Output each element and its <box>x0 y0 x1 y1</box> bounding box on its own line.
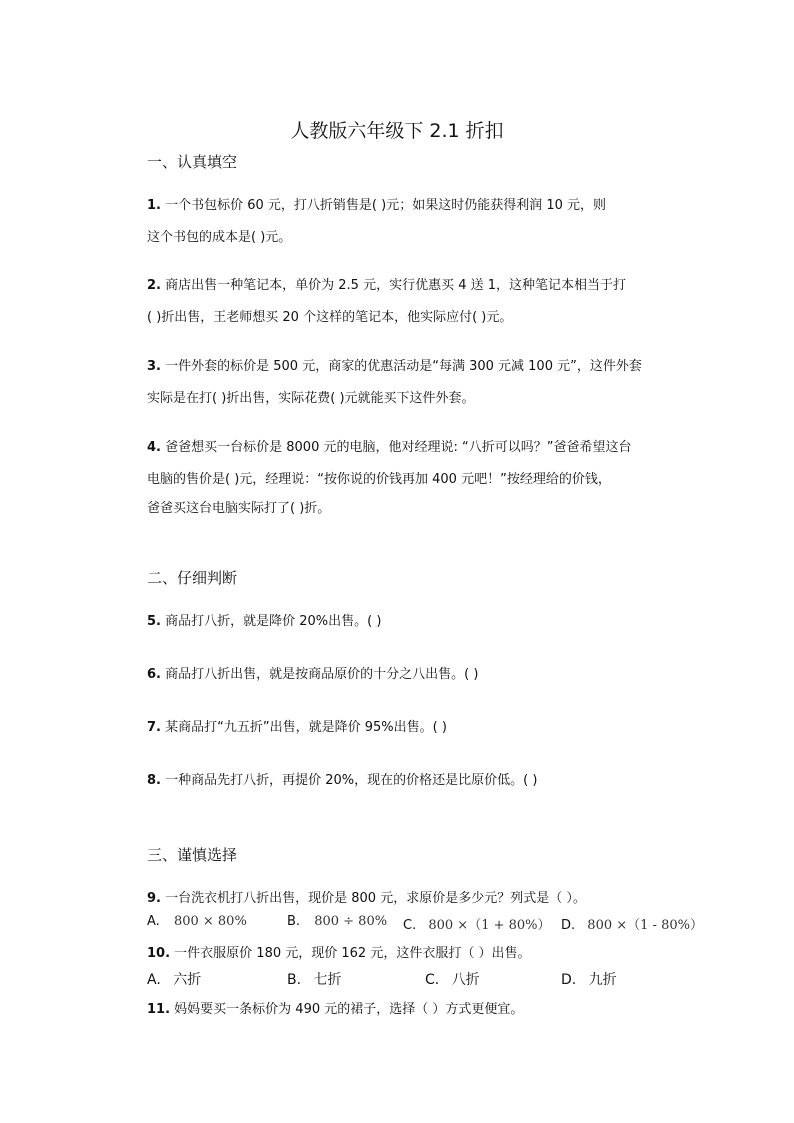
question-10-option-b[interactable] <box>287 969 342 989</box>
option-label: D. <box>561 918 576 933</box>
question-6 <box>147 661 478 689</box>
question-2-line-1 <box>147 272 626 300</box>
option-label: A. <box>147 914 160 929</box>
question-8-text: 一种商品先打八折，再提价 20%，现在的价格还是比原价低。( ) <box>165 773 538 788</box>
option-label: B. <box>287 972 302 988</box>
option-label: A. <box>147 972 161 988</box>
question-11 <box>147 996 523 1024</box>
question-6-text: 商品打八折出售，就是按商品原价的十分之八出售。( ) <box>165 667 479 682</box>
option-text: 七折 <box>313 972 342 988</box>
question-4-line-1 <box>147 434 631 462</box>
question-7 <box>147 714 447 742</box>
question-9 <box>147 885 586 913</box>
question-9-option-a[interactable] <box>147 914 247 929</box>
option-text: 六折 <box>173 972 202 988</box>
option-label: D. <box>561 972 577 988</box>
question-4-line-3: 爸爸买这台电脑实际打了( )折。 <box>147 501 331 516</box>
section-heading-judge: 二、仔细判断 <box>147 569 238 587</box>
section-heading-choice: 三、谨慎选择 <box>147 846 238 864</box>
question-10-options <box>147 969 707 991</box>
question-10-text: 一件衣服原价 180 元，现价 162 元，这件衣服打（ ）出售。 <box>174 946 531 961</box>
question-3-text: 一件外套的标价是 500 元，商家的优惠活动是“每满 300 元减 100 元”，这件外套 <box>165 359 642 374</box>
question-9-number: 9. <box>147 891 161 906</box>
question-5 <box>147 608 381 636</box>
question-10-option-c[interactable] <box>425 969 480 989</box>
question-11-number: 11. <box>147 1002 171 1017</box>
question-7-text: 某商品打“九五折”出售，就是降价 95%出售。( ) <box>165 720 447 735</box>
question-5-number: 5. <box>147 614 161 629</box>
section-heading-fill-blank: 一、认真填空 <box>147 153 238 171</box>
question-10-option-a[interactable] <box>147 969 201 989</box>
question-8 <box>147 767 537 795</box>
page-title: 人教版六年级下 2.1 折扣 <box>290 120 504 142</box>
question-4-line-2: 电脑的售价是( )元，经理说：“按你说的价钱再加 400 元吧！”按经理给的价钱， <box>147 472 611 487</box>
question-7-number: 7. <box>147 720 161 735</box>
question-11-text: 妈妈要买一条标价为 490 元的裙子，选择（ ）方式更便宜。 <box>174 1002 524 1017</box>
option-label: B. <box>287 914 301 929</box>
question-1-text: 一个书包标价 60 元，打八折销售是( )元；如果这时仍能获得利润 10 元，则 <box>165 198 607 213</box>
option-text: 八折 <box>451 972 480 988</box>
option-formula: 800 × 80% <box>173 914 247 929</box>
question-1-line-1 <box>147 192 606 220</box>
option-formula: 800 ÷ 80% <box>314 914 388 929</box>
question-10-number: 10. <box>147 946 171 961</box>
question-9-text: 一台洗衣机打八折出售，现价是 800 元，求原价是多少元？列式是（ ）。 <box>165 891 586 906</box>
option-formula: 800 ×（1 + 80%） <box>428 918 551 933</box>
question-1-number: 1. <box>147 198 161 213</box>
question-2-line-2: ( )折出售，王老师想买 20 个这样的笔记本，他实际应付( )元。 <box>147 310 513 325</box>
option-text: 九折 <box>588 972 617 988</box>
question-10-option-d[interactable] <box>561 969 617 989</box>
question-2-number: 2. <box>147 278 161 293</box>
question-9-option-c[interactable] <box>403 914 551 933</box>
question-10 <box>147 940 530 968</box>
question-3-number: 3. <box>147 359 161 374</box>
option-label: C. <box>425 972 440 988</box>
question-3-line-1 <box>147 353 642 381</box>
question-1-line-2: 这个书包的成本是( )元。 <box>147 230 292 245</box>
question-2-text: 商店出售一种笔记本，单价为 2.5 元，实行优惠买 4 送 1，这种笔记本相当于打 <box>165 278 627 293</box>
question-4-text: 爸爸想买一台标价是 8000 元的电脑，他对经理说: “八折可以吗？”爸爸希望这台 <box>165 440 632 455</box>
question-6-number: 6. <box>147 667 161 682</box>
question-4-number: 4. <box>147 440 161 455</box>
question-8-number: 8. <box>147 773 161 788</box>
option-formula: 800 ×（1 - 80%） <box>587 918 703 933</box>
question-3-line-2: 实际是在打( )折出售，实际花费( )元就能买下这件外套。 <box>147 391 475 406</box>
question-9-option-b[interactable] <box>287 914 387 929</box>
question-9-option-d[interactable] <box>561 914 703 933</box>
option-label: C. <box>403 918 417 933</box>
question-9-options <box>147 914 707 936</box>
question-5-text: 商品打八折，就是降价 20%出售。( ) <box>165 614 382 629</box>
